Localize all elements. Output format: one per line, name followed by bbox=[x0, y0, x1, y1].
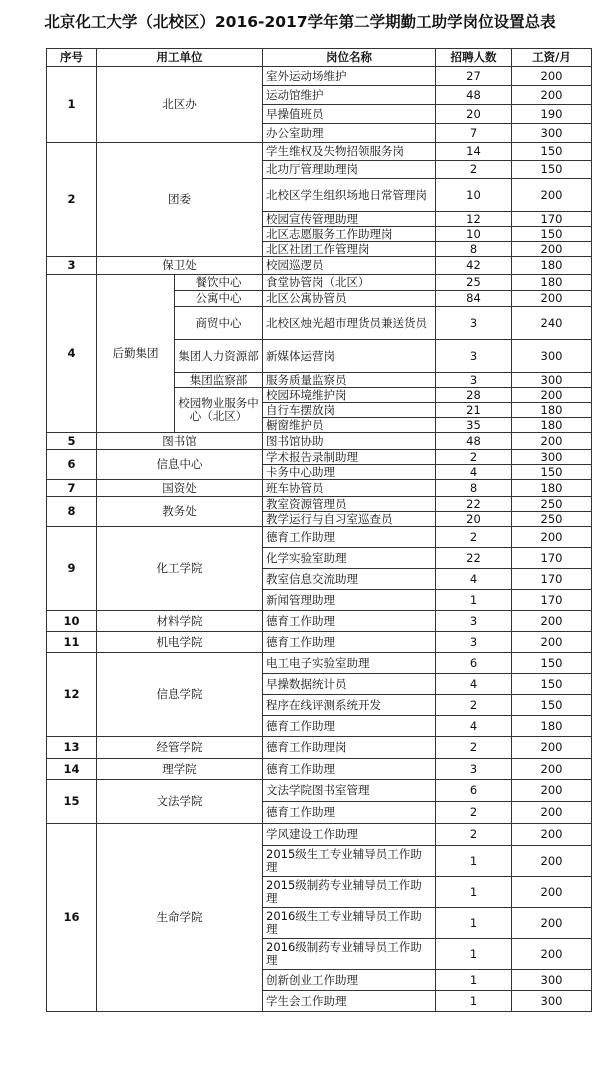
unit-name: 后勤集团 bbox=[97, 275, 175, 433]
hire-count: 2 bbox=[436, 824, 512, 846]
sub-unit-name: 校园物业服务中心（北区） bbox=[175, 388, 263, 433]
monthly-salary: 200 bbox=[512, 291, 592, 307]
table-row bbox=[47, 759, 592, 780]
position-name: 学生会工作助理 bbox=[263, 991, 436, 1012]
table-row bbox=[47, 737, 592, 759]
monthly-salary: 180 bbox=[512, 275, 592, 291]
monthly-salary: 200 bbox=[512, 86, 592, 105]
row-number: 7 bbox=[47, 480, 97, 497]
unit-name: 经管学院 bbox=[97, 737, 263, 759]
table-row bbox=[47, 527, 592, 548]
table-row bbox=[47, 275, 592, 291]
unit-name: 国资处 bbox=[97, 480, 263, 497]
hire-count: 21 bbox=[436, 403, 512, 418]
job-table bbox=[46, 48, 592, 1012]
position-name: 图书馆协助 bbox=[263, 433, 436, 450]
hire-count: 1 bbox=[436, 590, 512, 611]
unit-name: 化工学院 bbox=[97, 527, 263, 611]
position-name: 2015级制药专业辅导员工作助理 bbox=[263, 877, 436, 908]
hire-count: 22 bbox=[436, 548, 512, 569]
hire-count: 6 bbox=[436, 653, 512, 674]
monthly-salary: 200 bbox=[512, 824, 592, 846]
position-name: 2016级制药专业辅导员工作助理 bbox=[263, 939, 436, 970]
position-name: 德育工作助理岗 bbox=[263, 737, 436, 759]
table-row bbox=[47, 450, 592, 465]
hire-count: 1 bbox=[436, 877, 512, 908]
position-name: 德育工作助理 bbox=[263, 716, 436, 737]
position-name: 橱窗维护员 bbox=[263, 418, 436, 433]
position-name: 北校区烛光超市理货员兼送货员 bbox=[263, 307, 436, 340]
position-name: 服务质量监察员 bbox=[263, 373, 436, 388]
position-name: 北区社团工作管理岗 bbox=[263, 242, 436, 257]
hire-count: 4 bbox=[436, 674, 512, 695]
row-number: 2 bbox=[47, 143, 97, 257]
unit-name: 信息中心 bbox=[97, 450, 263, 480]
table-row bbox=[47, 632, 592, 653]
position-name: 学生维权及失物招领服务岗 bbox=[263, 143, 436, 161]
position-name: 新闻管理助理 bbox=[263, 590, 436, 611]
position-name: 学风建设工作助理 bbox=[263, 824, 436, 846]
position-name: 教室资源管理员 bbox=[263, 497, 436, 512]
position-name: 程序在线评测系统开发 bbox=[263, 695, 436, 716]
monthly-salary: 250 bbox=[512, 512, 592, 527]
position-name: 北功厅管理助理岗 bbox=[263, 161, 436, 179]
position-name: 教学运行与自习室巡查员 bbox=[263, 512, 436, 527]
position-name: 校园宣传管理助理 bbox=[263, 212, 436, 227]
unit-name: 生命学院 bbox=[97, 824, 263, 1012]
monthly-salary: 200 bbox=[512, 527, 592, 548]
monthly-salary: 150 bbox=[512, 653, 592, 674]
monthly-salary: 170 bbox=[512, 590, 592, 611]
position-name: 北区志愿服务工作助理岗 bbox=[263, 227, 436, 242]
monthly-salary: 200 bbox=[512, 611, 592, 632]
position-name: 德育工作助理 bbox=[263, 802, 436, 824]
hire-count: 28 bbox=[436, 388, 512, 403]
header-unit: 用工单位 bbox=[97, 49, 263, 67]
monthly-salary: 200 bbox=[512, 877, 592, 908]
position-name: 德育工作助理 bbox=[263, 632, 436, 653]
position-name: 化学实验室助理 bbox=[263, 548, 436, 569]
hire-count: 1 bbox=[436, 846, 512, 877]
position-name: 北区公寓协管员 bbox=[263, 291, 436, 307]
sub-unit-name: 餐饮中心 bbox=[175, 275, 263, 291]
sub-unit-name: 商贸中心 bbox=[175, 307, 263, 340]
monthly-salary: 180 bbox=[512, 257, 592, 275]
hire-count: 25 bbox=[436, 275, 512, 291]
hire-count: 48 bbox=[436, 433, 512, 450]
hire-count: 2 bbox=[436, 450, 512, 465]
monthly-salary: 180 bbox=[512, 403, 592, 418]
row-number: 11 bbox=[47, 632, 97, 653]
row-number: 3 bbox=[47, 257, 97, 275]
hire-count: 35 bbox=[436, 418, 512, 433]
unit-name: 材料学院 bbox=[97, 611, 263, 632]
unit-name: 教务处 bbox=[97, 497, 263, 527]
hire-count: 1 bbox=[436, 908, 512, 939]
hire-count: 2 bbox=[436, 161, 512, 179]
header-position: 岗位名称 bbox=[263, 49, 436, 67]
hire-count: 3 bbox=[436, 611, 512, 632]
unit-name: 文法学院 bbox=[97, 780, 263, 824]
unit-name: 机电学院 bbox=[97, 632, 263, 653]
monthly-salary: 150 bbox=[512, 695, 592, 716]
hire-count: 3 bbox=[436, 307, 512, 340]
monthly-salary: 150 bbox=[512, 227, 592, 242]
header-count: 招聘人数 bbox=[436, 49, 512, 67]
hire-count: 4 bbox=[436, 716, 512, 737]
row-number: 8 bbox=[47, 497, 97, 527]
monthly-salary: 200 bbox=[512, 433, 592, 450]
row-number: 13 bbox=[47, 737, 97, 759]
hire-count: 3 bbox=[436, 340, 512, 373]
position-name: 文法学院图书室管理 bbox=[263, 780, 436, 802]
header-salary: 工资/月 bbox=[512, 49, 592, 67]
hire-count: 7 bbox=[436, 124, 512, 143]
sub-unit-name: 集团监察部 bbox=[175, 373, 263, 388]
row-number: 10 bbox=[47, 611, 97, 632]
table-row bbox=[47, 257, 592, 275]
monthly-salary: 200 bbox=[512, 632, 592, 653]
hire-count: 8 bbox=[436, 242, 512, 257]
table-row bbox=[47, 143, 592, 161]
row-number: 15 bbox=[47, 780, 97, 824]
unit-name: 理学院 bbox=[97, 759, 263, 780]
monthly-salary: 170 bbox=[512, 212, 592, 227]
hire-count: 3 bbox=[436, 632, 512, 653]
monthly-salary: 200 bbox=[512, 759, 592, 780]
position-name: 2016级生工专业辅导员工作助理 bbox=[263, 908, 436, 939]
row-number: 9 bbox=[47, 527, 97, 611]
sub-unit-name: 集团人力资源部 bbox=[175, 340, 263, 373]
position-name: 德育工作助理 bbox=[263, 527, 436, 548]
monthly-salary: 180 bbox=[512, 418, 592, 433]
unit-name: 团委 bbox=[97, 143, 263, 257]
hire-count: 1 bbox=[436, 939, 512, 970]
monthly-salary: 180 bbox=[512, 716, 592, 737]
position-name: 自行车摆放岗 bbox=[263, 403, 436, 418]
monthly-salary: 300 bbox=[512, 373, 592, 388]
position-name: 学术报告录制助理 bbox=[263, 450, 436, 465]
hire-count: 20 bbox=[436, 105, 512, 124]
table-header bbox=[47, 49, 592, 67]
row-number: 1 bbox=[47, 67, 97, 143]
hire-count: 1 bbox=[436, 970, 512, 991]
hire-count: 20 bbox=[436, 512, 512, 527]
monthly-salary: 200 bbox=[512, 780, 592, 802]
sub-unit-name: 公寓中心 bbox=[175, 291, 263, 307]
hire-count: 2 bbox=[436, 695, 512, 716]
monthly-salary: 200 bbox=[512, 908, 592, 939]
hire-count: 2 bbox=[436, 737, 512, 759]
position-name: 室外运动场维护 bbox=[263, 67, 436, 86]
position-name: 早操数据统计员 bbox=[263, 674, 436, 695]
monthly-salary: 300 bbox=[512, 124, 592, 143]
table-row bbox=[47, 480, 592, 497]
monthly-salary: 250 bbox=[512, 497, 592, 512]
header-row bbox=[47, 49, 592, 67]
position-name: 电工电子实验室助理 bbox=[263, 653, 436, 674]
unit-name: 信息学院 bbox=[97, 653, 263, 737]
hire-count: 3 bbox=[436, 373, 512, 388]
monthly-salary: 300 bbox=[512, 340, 592, 373]
table-row bbox=[47, 433, 592, 450]
monthly-salary: 200 bbox=[512, 242, 592, 257]
monthly-salary: 170 bbox=[512, 569, 592, 590]
hire-count: 27 bbox=[436, 67, 512, 86]
row-number: 6 bbox=[47, 450, 97, 480]
position-name: 卡务中心助理 bbox=[263, 465, 436, 480]
monthly-salary: 200 bbox=[512, 388, 592, 403]
unit-name: 保卫处 bbox=[97, 257, 263, 275]
monthly-salary: 240 bbox=[512, 307, 592, 340]
monthly-salary: 150 bbox=[512, 465, 592, 480]
position-name: 德育工作助理 bbox=[263, 611, 436, 632]
position-name: 运动馆维护 bbox=[263, 86, 436, 105]
position-name: 教室信息交流助理 bbox=[263, 569, 436, 590]
monthly-salary: 200 bbox=[512, 802, 592, 824]
hire-count: 2 bbox=[436, 802, 512, 824]
monthly-salary: 150 bbox=[512, 161, 592, 179]
monthly-salary: 200 bbox=[512, 67, 592, 86]
hire-count: 48 bbox=[436, 86, 512, 105]
monthly-salary: 190 bbox=[512, 105, 592, 124]
monthly-salary: 200 bbox=[512, 846, 592, 877]
position-name: 校园巡逻员 bbox=[263, 257, 436, 275]
monthly-salary: 180 bbox=[512, 480, 592, 497]
table-body bbox=[47, 67, 592, 1012]
header-no: 序号 bbox=[47, 49, 97, 67]
position-name: 新媒体运营岗 bbox=[263, 340, 436, 373]
position-name: 德育工作助理 bbox=[263, 759, 436, 780]
position-name: 北校区学生组织场地日常管理岗 bbox=[263, 179, 436, 212]
position-name: 早操值班员 bbox=[263, 105, 436, 124]
monthly-salary: 200 bbox=[512, 179, 592, 212]
position-name: 食堂协管岗（北区） bbox=[263, 275, 436, 291]
monthly-salary: 170 bbox=[512, 548, 592, 569]
hire-count: 1 bbox=[436, 991, 512, 1012]
hire-count: 22 bbox=[436, 497, 512, 512]
row-number: 12 bbox=[47, 653, 97, 737]
table-row bbox=[47, 497, 592, 512]
hire-count: 10 bbox=[436, 227, 512, 242]
page-title: 北京化工大学（北校区）2016-2017学年第二学期勤工助学岗位设置总表 bbox=[44, 13, 556, 31]
table-row bbox=[47, 824, 592, 846]
row-number: 5 bbox=[47, 433, 97, 450]
monthly-salary: 300 bbox=[512, 991, 592, 1012]
hire-count: 4 bbox=[436, 569, 512, 590]
hire-count: 4 bbox=[436, 465, 512, 480]
hire-count: 10 bbox=[436, 179, 512, 212]
monthly-salary: 300 bbox=[512, 970, 592, 991]
position-name: 2015级生工专业辅导员工作助理 bbox=[263, 846, 436, 877]
hire-count: 14 bbox=[436, 143, 512, 161]
position-name: 创新创业工作助理 bbox=[263, 970, 436, 991]
monthly-salary: 200 bbox=[512, 939, 592, 970]
hire-count: 6 bbox=[436, 780, 512, 802]
table-row bbox=[47, 780, 592, 802]
hire-count: 42 bbox=[436, 257, 512, 275]
table-row bbox=[47, 611, 592, 632]
table-row bbox=[47, 67, 592, 86]
row-number: 4 bbox=[47, 275, 97, 433]
monthly-salary: 150 bbox=[512, 674, 592, 695]
table-row bbox=[47, 653, 592, 674]
hire-count: 12 bbox=[436, 212, 512, 227]
row-number: 16 bbox=[47, 824, 97, 1012]
hire-count: 8 bbox=[436, 480, 512, 497]
position-name: 班车协管员 bbox=[263, 480, 436, 497]
unit-name: 北区办 bbox=[97, 67, 263, 143]
monthly-salary: 150 bbox=[512, 143, 592, 161]
monthly-salary: 300 bbox=[512, 450, 592, 465]
hire-count: 3 bbox=[436, 759, 512, 780]
unit-name: 图书馆 bbox=[97, 433, 263, 450]
row-number: 14 bbox=[47, 759, 97, 780]
hire-count: 2 bbox=[436, 527, 512, 548]
hire-count: 84 bbox=[436, 291, 512, 307]
position-name: 校园环境维护岗 bbox=[263, 388, 436, 403]
position-name: 办公室助理 bbox=[263, 124, 436, 143]
monthly-salary: 200 bbox=[512, 737, 592, 759]
